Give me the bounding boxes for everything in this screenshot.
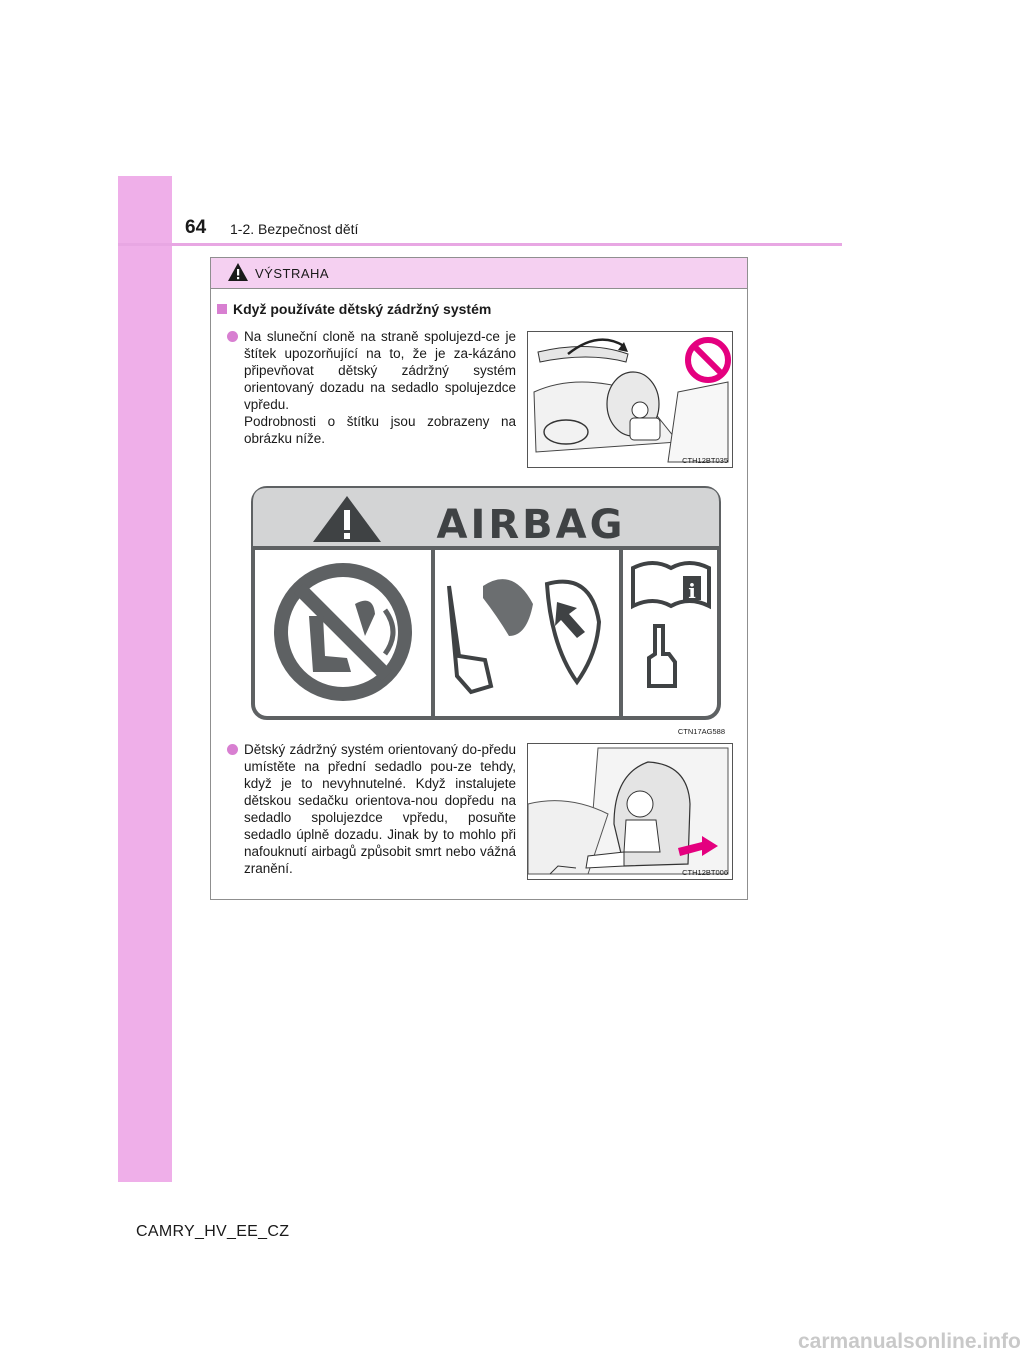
- airbag-label-illustration: [251, 486, 721, 726]
- square-bullet-icon: [217, 304, 227, 314]
- warning-bullet-2: [244, 741, 516, 877]
- airbag-label-text: AIRBAG: [436, 502, 626, 548]
- bullet-dot-icon: [227, 744, 238, 755]
- sun-visor-airbag-figure: [527, 331, 733, 468]
- section-title: 1-2. Bezpečnost dětí: [230, 221, 359, 237]
- sun-visor-illustration: [528, 332, 732, 467]
- model-code: CAMRY_HV_EE_CZ: [136, 1223, 290, 1240]
- warning-header: [211, 258, 747, 289]
- warning-title: VÝSTRAHA: [255, 266, 330, 281]
- warning-box: [210, 257, 748, 900]
- figure-code-label: CTN17AG588: [677, 727, 725, 736]
- figure-code-2: CTH12BT006: [682, 868, 728, 877]
- chapter-sidebar: [118, 176, 172, 1182]
- bullet-1-paragraph-2: Podrobnosti o štítku jsou zobrazeny na obrázku níže.: [244, 414, 516, 446]
- svg-text:i: i: [688, 579, 696, 603]
- page-number: 64: [185, 217, 207, 238]
- airbag-warning-label: [251, 486, 721, 726]
- forward-facing-seat-figure: [527, 743, 733, 880]
- bullet-2-paragraph-1: Dětský zádržný systém orientovaný do-předu umístěte na přední sedadlo pou-ze tehdy, když je to nevyhnutelné. Když instalujete dětskou sedačku orientova-nou dopředu na sedadlo spolujezdce vpředu, posuňte sedadlo úplně dozadu. Jinak by to mohlo při nafouknutí airbagů způsobit smrt nebo vážná zranění.: [244, 742, 516, 876]
- header-rule: [118, 243, 842, 246]
- warning-triangle-icon: [227, 262, 249, 282]
- bullet-1-paragraph-1: Na sluneční cloně na straně spolujezd-ce je štítek upozorňující na to, že je za-kázáno připevňovat dětský zádržný systém orientovaný dozadu na sedadlo spolujezdce vpředu.: [244, 329, 516, 412]
- watermark: carmanualsonline.info: [798, 1330, 1021, 1353]
- figure-code-1: CTH12BT035: [682, 456, 728, 465]
- warning-subheading: Když používáte dětský zádržný systém: [217, 301, 491, 317]
- warning-bullet-1: [244, 328, 516, 447]
- bullet-dot-icon: [227, 331, 238, 342]
- child-seat-illustration: [528, 744, 732, 879]
